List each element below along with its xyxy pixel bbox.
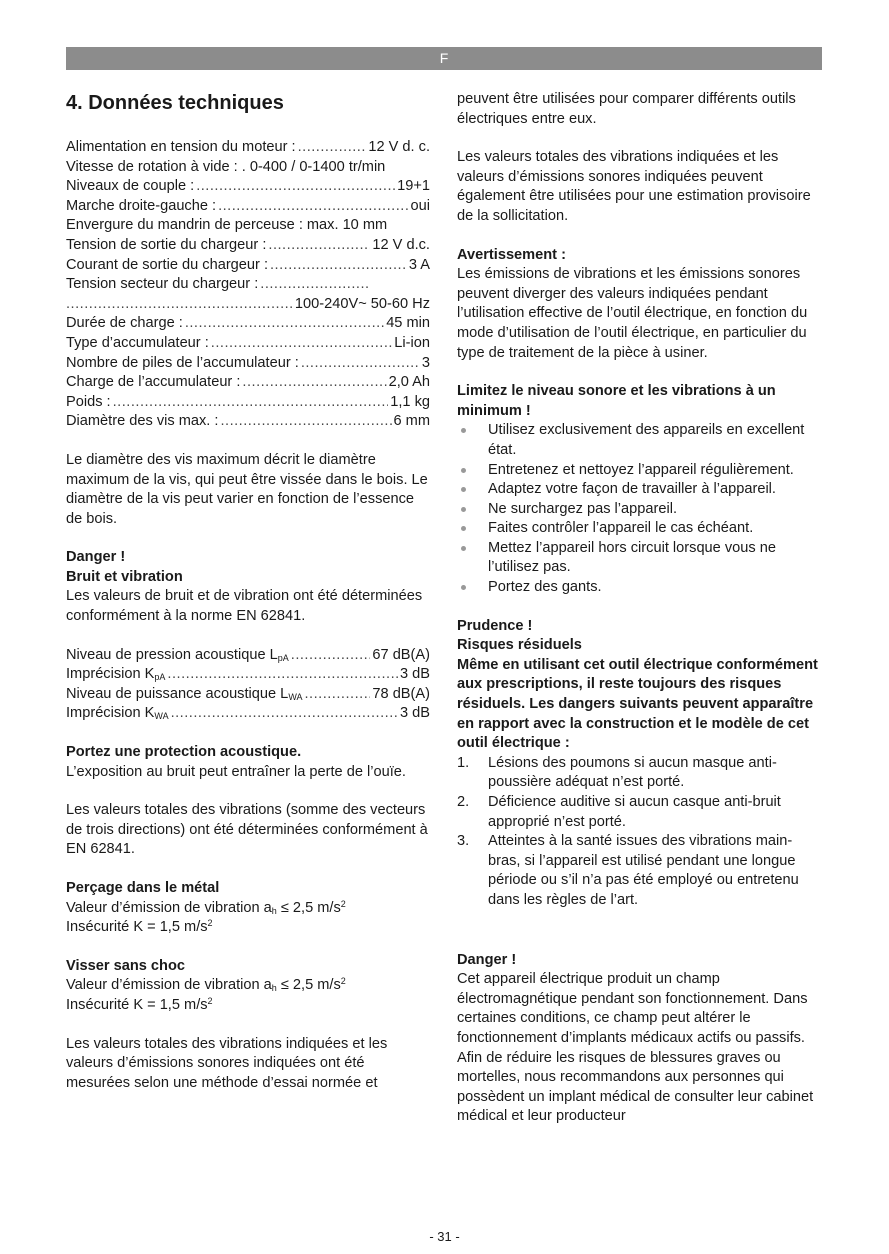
spec-row: Niveaux de couple : ..... 19+1 [66, 177, 430, 197]
sound-row: Niveau de pression acoustique $L_{pA}$ ..... 67 dB(A) [66, 646, 430, 666]
list-item: Faites contrôler l’appareil le cas échéant. [457, 519, 822, 539]
protection-heading: Portez une protection acoustique. [66, 744, 302, 761]
spec-row: Poids : ..... 1,1 kg [66, 393, 430, 413]
left-column [66, 90, 430, 1093]
sound-row: Niveau de puissance acoustique $L_{WA}$ ..... 78 dB(A) [66, 685, 430, 705]
prudence-heading: Prudence ! [457, 617, 533, 634]
vibration-text: Les valeurs totales des vibrations (somme des vecteurs de trois directions) ont été déterminées conformément à EN 62841. [66, 802, 428, 858]
warning-text: Les émissions de vibrations et les émissions sonores peuvent diverger des valeurs indiquées pendant l’utilisation effective de l’outil électrique, en fonction du mode d’utilisation de l’outil électrique, en particulier du type de traitement de la pièce à usiner. [457, 266, 808, 361]
spec-row: Charge de l’accumulateur : ..... 2,0 Ah [66, 373, 430, 393]
sound-row: Imprécision $K_{WA}$ ..... 3 dB [66, 704, 430, 724]
screw-uncertainty: Insécurité K = 1,5 $m/s^2$ [66, 995, 213, 1013]
screw-heading: Visser sans choc [66, 957, 185, 974]
totals-text-left: Les valeurs totales des vibrations indiquées et les valeurs d’émissions sonores indiquées ont été mesurées selon une méthode d’essai normée et [66, 1035, 388, 1091]
danger-text: Cet appareil électrique produit un champ électromagnétique pendant son fonctionnement. Dans certaines conditions, ce champ peut altérer le fonctionnement d’implants médicaux actifs ou passifs. Afin de réduire les risques de blessures graves ou mortelles, nous recommandons aux personnes qui possèdent un implant médical de consulter leur cabinet médical et leur producteur [457, 971, 814, 1125]
residual-list [457, 754, 822, 911]
section-title: 4. Données techniques [66, 92, 284, 114]
residual-heading: Risques résiduels [457, 637, 582, 654]
spec-row: Marche droite-gauche : ..... oui [66, 197, 430, 217]
spec-list [66, 138, 430, 432]
drill-metal-heading: Perçage dans le métal [66, 880, 220, 896]
list-item: 3. Atteintes à la santé issues des vibrations main-bras, si l’appareil est utilisé pendant une longue période ou s’il n’a pas été employé ou entretenu dans les règles de l’art. [457, 833, 799, 908]
spec-row: Alimentation en tension du moteur : ..... 12 V d. c. [66, 138, 430, 158]
list-item: Utilisez exclusivement des appareils en excellent état. [457, 421, 822, 460]
totals-text-right: Les valeurs totales des vibrations indiquées et les valeurs d’émissions sonores indiquées peuvent également être utilisées pour une estimation provisoire de la sollicitation. [457, 149, 811, 224]
spec-row: Courant de sortie du chargeur : ..... 3 A [66, 256, 430, 276]
list-item: Mettez l’appareil hors circuit lorsque vous ne l’utilisez pas. [457, 539, 822, 578]
list-item: 1. Lésions des poumons si aucun masque anti-poussière adéquat n’est porté. [457, 754, 777, 791]
spec-row: Type d’accumulateur : ..... Li-ion [66, 334, 430, 354]
spec-row: Tension secteur du chargeur : ..... [66, 275, 430, 295]
noise-text: Les valeurs de bruit et de vibration ont été déterminées conformément à la norme EN 62841. [66, 588, 423, 625]
limit-heading: Limitez le niveau sonore et les vibrations à un minimum ! [457, 383, 776, 419]
list-item: Ne surchargez pas l’appareil. [457, 500, 822, 520]
drill-metal-value: Valeur d’émission de vibration $a_h \le 2,5$ $m/s^2$ [66, 898, 346, 916]
continuation-text: peuvent être utilisées pour comparer différents outils électriques entre eux. [457, 91, 796, 127]
sound-row: Imprécision $K_{pA}$ ..... 3 dB [66, 665, 430, 685]
spec-row: Nombre de piles de l’accumulateur : ..... 3 [66, 354, 430, 374]
spec-row: Diamètre des vis max. : ..... 6 mm [66, 412, 430, 432]
spec-row: Vitesse de rotation à vide : . 0-400 / 0-1400 tr/min [66, 158, 386, 175]
spec-row: Durée de charge : ..... 45 min [66, 314, 430, 334]
drill-metal-uncertainty: Insécurité K = 1,5 $m/s^2$ [66, 918, 213, 936]
limit-list [457, 421, 822, 597]
protection-text: L’exposition au bruit peut entraîner la perte de l’ouïe. [66, 763, 406, 780]
spec-row: Envergure du mandrin de perceuse : max. 10 mm [66, 217, 388, 234]
page-number: - 31 - [429, 1229, 460, 1244]
list-item: Portez des gants. [457, 578, 822, 598]
list-item: Adaptez votre façon de travailler à l’appareil. [457, 480, 822, 500]
spec-row: ..... 100-240V~ 50-60 Hz [66, 295, 430, 315]
danger-heading-right: Danger ! [457, 951, 517, 968]
list-item: Entretenez et nettoyez l’appareil régulièrement. [457, 461, 822, 481]
list-item: 2. Déficience auditive si aucun casque anti-bruit approprié n’est porté. [457, 794, 781, 830]
residual-text: Même en utilisant cet outil électrique conformément aux prescriptions, il reste toujours des risques résiduels. Les dangers suivants peuvent apparaître en rapport avec la construction et le modèle de cet outil électrique : [457, 656, 818, 752]
warning-heading: Avertissement : [457, 246, 566, 263]
danger-heading: Danger ! [66, 549, 126, 566]
language-code: F [439, 50, 449, 66]
right-column [457, 90, 822, 1127]
sound-values [66, 646, 430, 724]
noise-heading: Bruit et vibration [66, 568, 183, 585]
spec-row: Tension de sortie du chargeur : ..... 12 V d.c. [66, 236, 430, 256]
screw-value: Valeur d’émission de vibration $a_h \le 2,5$ $m/s^2$ [66, 976, 346, 994]
language-bar [66, 47, 822, 70]
screw-diameter-note: Le diamètre des vis maximum décrit le diamètre maximum de la vis, qui peut être vissée dans le bois. Le diamètre de la vis peut varier en fonction de l’essence de bois. [66, 451, 428, 527]
